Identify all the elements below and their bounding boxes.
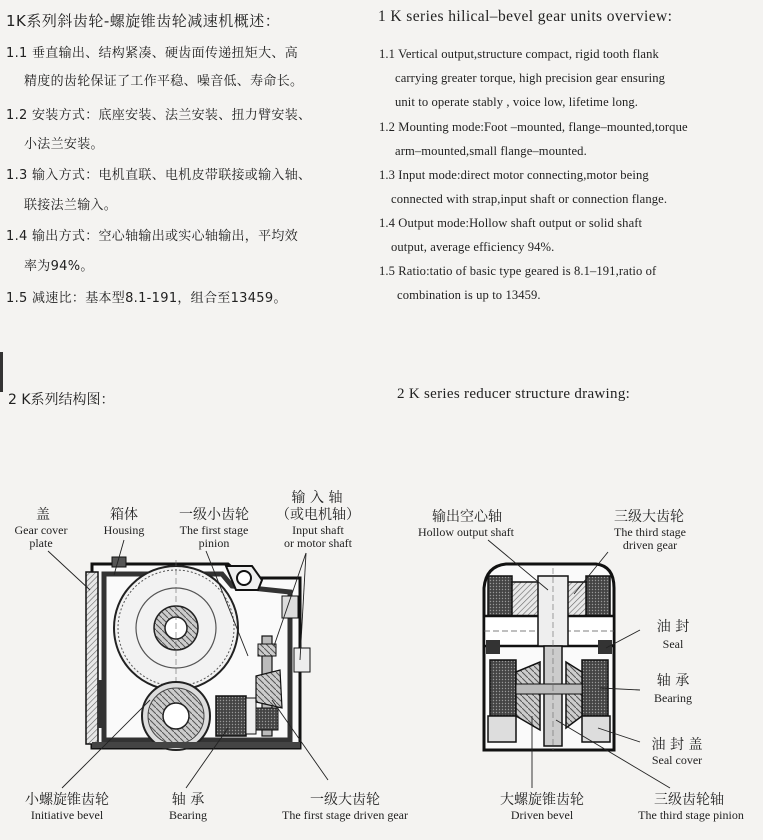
- label-third-pinion-en: The third stage pinion: [638, 808, 744, 822]
- bearing-left: [216, 696, 246, 736]
- label-first-pinion-en2: pinion: [198, 536, 230, 550]
- overview-cn-line: 精度的齿轮保证了工作平稳、噪音低、寿命长。: [24, 74, 304, 89]
- label-driven-bevel-en: Driven bevel: [510, 808, 574, 822]
- overview-en-line: 1.3 Input mode:direct motor connecting,motor being: [379, 168, 649, 182]
- overview-cn-line: 率为94%。: [24, 259, 94, 274]
- overview-en-line: output, average efficiency 94%.: [391, 240, 555, 254]
- overview-en-line: 1.1 Vertical output,structure compact, rigid tooth flank: [379, 47, 659, 61]
- label-first-driven-gear-en: The first stage driven gear: [282, 808, 408, 822]
- label-driven-bevel-cn: 大螺旋锥齿轮: [500, 792, 584, 808]
- label-third-gear-en: The third stage: [614, 525, 686, 539]
- label-initiative-bevel-cn: 小螺旋锥齿轮: [25, 792, 109, 808]
- first-stage-pinion: [256, 670, 282, 708]
- label-input-shaft-en: Input shaft: [292, 523, 344, 537]
- label-hollow-shaft-cn: 输出空心轴: [432, 509, 502, 525]
- seal: [598, 640, 612, 654]
- label-bearing-left-cn: 轴 承: [171, 792, 205, 808]
- overview-cn-line: 1.2 安装方式：底座安装、法兰安装、扭力臂安装、: [6, 108, 312, 123]
- overview-cn-line: 1.3 输入方式：电机直联、电机皮带联接或输入轴、: [6, 168, 312, 183]
- overview-en-line: carrying greater torque, high precision gear ensuring: [395, 71, 666, 85]
- overview-en-title: 1 K series hilical–bevel gear units overview:: [378, 8, 673, 25]
- overview-cn-line: 联接法兰输入。: [24, 198, 118, 213]
- label-input-shaft-cn: 输 入 轴: [291, 490, 343, 506]
- overview-cn-line: 小法兰安装。: [24, 137, 104, 152]
- label-bearing-right-cn: 轴 承: [656, 673, 690, 689]
- gear-cover-plate: [86, 572, 98, 744]
- left-gearbox-section: [86, 557, 310, 750]
- label-third-pinion-cn: 三级齿轮轴: [654, 792, 724, 808]
- structure-title-cn: 2 K系列结构图：: [8, 392, 115, 408]
- label-gear-cover-en: Gear cover: [14, 523, 68, 537]
- overview-en-line: 1.5 Ratio:tatio of basic type geared is 8.1–191,ratio of: [379, 264, 657, 278]
- label-bearing-right-en: Bearing: [654, 691, 692, 705]
- label-seal-cn: 油 封: [656, 619, 690, 635]
- overview-en-line: 1.4 Output mode:Hollow shaft output or solid shaft: [379, 216, 643, 230]
- label-third-gear-en2: driven gear: [622, 538, 678, 552]
- label-first-pinion-cn: 一级小齿轮: [179, 507, 249, 523]
- label-input-shaft-cn2: （或电机轴）: [276, 507, 360, 523]
- overview-cn-line: 1.5 减速比：基本型8.1-191，组合至13459。: [6, 291, 287, 306]
- overview-cn-line: 1.1 垂直输出、结构紧凑、硬齿面传递扭矩大、高: [6, 46, 299, 61]
- label-housing-cn: 箱体: [110, 507, 138, 523]
- label-seal-en: Seal: [662, 637, 684, 651]
- label-bearing-left-en: Bearing: [169, 808, 207, 822]
- label-gear-cover-en2: plate: [29, 536, 53, 550]
- label-first-pinion-en: The first stage: [179, 523, 249, 537]
- overview-en-line: unit to operate stably , voice low, lifetime long.: [395, 95, 639, 109]
- overview-en-line: arm–mounted,small flange–mounted.: [395, 144, 587, 158]
- overview-cn-line: 1.4 输出方式：空心轴输出或实心轴输出，平均效: [6, 229, 299, 244]
- label-first-driven-gear-cn: 一级大齿轮: [310, 792, 380, 808]
- structure-title-en: 2 K series reducer structure drawing:: [397, 386, 631, 402]
- overview-en-line: combination is up to 13459.: [397, 288, 541, 302]
- label-seal-cover-cn: 油 封 盖: [651, 737, 703, 753]
- label-housing-en: Housing: [103, 523, 145, 537]
- overview-en-line: connected with strap,input shaft or connection flange.: [391, 192, 668, 206]
- label-gear-cover-cn: 盖: [36, 507, 50, 523]
- overview-cn-title: 1K系列斜齿轮-螺旋锥齿轮减速机概述：: [6, 12, 281, 30]
- right-gearbox-section: [484, 564, 614, 750]
- label-seal-cover-en: Seal cover: [651, 753, 703, 767]
- overview-en-line: 1.2 Mounting mode:Foot –mounted, flange–mounted,torque: [379, 120, 688, 134]
- label-input-shaft-en2: or motor shaft: [284, 536, 352, 550]
- label-hollow-shaft-en: Hollow output shaft: [418, 525, 514, 539]
- label-initiative-bevel-en: Initiative bevel: [30, 808, 104, 822]
- label-third-gear-cn: 三级大齿轮: [614, 509, 684, 525]
